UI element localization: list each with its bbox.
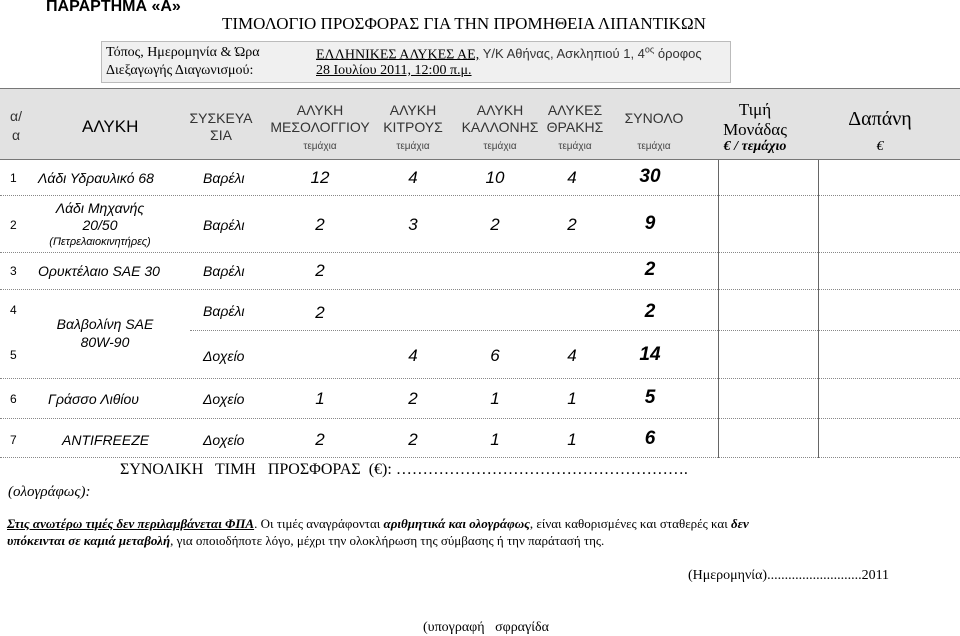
qty-mesologgi: 2 [315, 261, 325, 280]
packaging: Βαρέλι [203, 263, 245, 279]
header-kit-2: ΚΙΤΡΟΥΣ [383, 119, 443, 135]
header-cost: Δαπάνη [848, 108, 912, 130]
row-index: 7 [10, 433, 17, 447]
qty-total: 5 [644, 387, 656, 408]
product-name-grade: 80W-90 [80, 334, 130, 350]
header-top-rule [0, 88, 960, 89]
row-index: 3 [10, 264, 17, 278]
product-name: Λάδι Υδραυλικό 68 [38, 170, 154, 186]
qty-total: 30 [639, 166, 661, 187]
terms-paragraph [7, 515, 947, 549]
qty-kalloni: 1 [490, 430, 500, 449]
row-index: 5 [10, 348, 17, 362]
header-mesologgi [270, 102, 370, 136]
product-name: Γράσσο Λιθίου [48, 391, 139, 407]
terms-emph: δεν [731, 516, 749, 531]
header-kal-1: ΑΛΥΚΗ [476, 102, 524, 118]
qty-total: 2 [644, 259, 656, 280]
datetime: 28 Ιουλίου 2011, 12:00 π.μ. [316, 63, 472, 78]
qty-thraki: 2 [567, 215, 577, 234]
row-divider [0, 252, 960, 254]
qty-mesologgi: 2 [315, 303, 325, 322]
cost-col-divider [818, 160, 819, 458]
qty-thraki: 4 [567, 168, 577, 187]
header-pack-1: ΣΥΣΚΕΥΑ [189, 110, 253, 126]
header-alyki: ΑΛΥΚΗ [82, 117, 139, 136]
row-index: 1 [10, 171, 17, 185]
header-thr-1: ΑΛΥΚΕΣ [547, 102, 603, 118]
unit-kal: τεμάχια [483, 141, 517, 152]
qty-kitros: 4 [408, 346, 418, 365]
header-price-2: Μονάδας [723, 120, 787, 139]
unit-thr: τεμάχια [558, 141, 592, 152]
qty-kalloni: 6 [490, 346, 500, 365]
product-name: Βαλβολίνη SAE [56, 316, 154, 332]
company-name [316, 45, 702, 63]
header-mes-2: ΜΕΣΟΛΟΓΓΙΟΥ [270, 119, 370, 135]
product-name: Λάδι Μηχανής [55, 200, 145, 216]
packaging: Δοχείο [203, 432, 245, 448]
row-index: 6 [10, 392, 17, 406]
row-index: 2 [10, 218, 17, 232]
header-price-1: Τιμή [738, 100, 772, 119]
in-words-label: (ολογράφως): [8, 484, 91, 500]
header-pack [186, 110, 256, 144]
header-total: ΣΥΝΟΛΟ [624, 110, 684, 126]
product-name-note: (Πετρελαιοκινητήρες) [49, 236, 151, 248]
packaging: Βαρέλι [203, 170, 245, 186]
address-text [483, 46, 702, 61]
qty-thraki: 1 [567, 430, 577, 449]
floor-sup: ος [644, 45, 655, 55]
terms-text: . Οι τιμές αναγράφονται [254, 516, 384, 531]
floor-text: όροφος [654, 46, 702, 62]
header-aa-1: α/ [10, 108, 22, 124]
terms-text: , είναι καθορισμένες και σταθερές και [529, 516, 731, 531]
date-field: (Ημερομηνία)...........................2011 [688, 568, 890, 583]
conduct-label: Διεξαγωγής Διαγωνισμού: [106, 63, 254, 78]
qty-total: 14 [639, 344, 661, 365]
header-kalloni [460, 102, 540, 136]
total-offer-line: ΣΥΝΟΛΙΚΗ ΤΙΜΗ ΠΡΟΣΦΟΡΑΣ (€): ………………………………………………. [120, 461, 688, 478]
qty-kitros: 2 [408, 430, 418, 449]
row-divider [0, 289, 960, 291]
header-cost-unit: € [876, 139, 884, 154]
header-aa [6, 107, 26, 145]
header-mes-1: ΑΛΥΚΗ [296, 102, 344, 118]
qty-kalloni: 1 [490, 389, 500, 408]
row-divider [190, 330, 960, 332]
packaging: Δοχείο [203, 391, 245, 407]
row-divider [0, 195, 960, 197]
appendix-label: ΠΑΡΑΡΤΗΜΑ «Α» [46, 0, 181, 15]
terms-emph: υπόκεινται σε καμιά μεταβολή [7, 533, 171, 548]
qty-total: 2 [644, 301, 656, 322]
header-bottom-rule [0, 159, 960, 160]
row-divider [0, 378, 960, 380]
qty-total: 9 [644, 213, 656, 234]
qty-kitros: 2 [408, 389, 418, 408]
qty-total: 6 [644, 428, 656, 449]
qty-mesologgi: 1 [315, 389, 325, 408]
packaging: Βαρέλι [203, 303, 245, 319]
header-price-unit: € / τεμάχιο [723, 139, 787, 154]
company-text: ΕΛΛΗΝΙΚΕΣ ΑΛΥΚΕΣ ΑΕ, [316, 47, 480, 63]
row-divider [0, 418, 960, 420]
unit-mes: τεμάχια [303, 141, 337, 152]
page-title: ΤΙΜΟΛΟΓΙΟ ΠΡΟΣΦΟΡΑΣ ΓΙΑ ΤΗΝ ΠΡΟΜΗΘΕΙΑ ΛΙΠΑΝΤΙΚΩΝ [222, 14, 706, 33]
header-kit-1: ΑΛΥΚΗ [389, 102, 437, 118]
qty-kitros: 4 [408, 168, 418, 187]
header-aa-2: α [11, 127, 21, 143]
address-main: Υ/Κ Αθήνας, Ασκληπιού 1, 4 [482, 46, 645, 62]
terms-text: , για οποιοδήποτε λόγο, μέχρι την ολοκλήρωση της σύμβασης ή την παράτασή της. [170, 533, 605, 548]
unit-kit: τεμάχια [396, 141, 430, 152]
header-thr-2: ΘΡΑΚΗΣ [546, 119, 604, 135]
header-kitros [378, 102, 448, 136]
qty-kalloni: 10 [485, 168, 505, 187]
packaging: Δοχείο [203, 348, 245, 364]
qty-kitros: 3 [408, 215, 418, 234]
row-index: 4 [10, 303, 17, 317]
header-kal-2: ΚΑΛΛΟΝΗΣ [461, 119, 539, 135]
product-name-grade: 20/50 [82, 217, 118, 233]
qty-mesologgi: 2 [315, 430, 325, 449]
row-divider [0, 457, 960, 459]
price-col-divider [718, 160, 719, 458]
qty-kalloni: 2 [490, 215, 500, 234]
qty-mesologgi: 12 [310, 168, 330, 187]
product-name: Ορυκτέλαιο SAE 30 [38, 263, 160, 279]
header-price [700, 100, 810, 140]
product-name: ANTIFREEZE [62, 432, 150, 448]
qty-mesologgi: 2 [315, 215, 325, 234]
place-label: Τόπος, Ημερομηνία & Ώρα [106, 45, 260, 60]
packaging: Βαρέλι [203, 217, 245, 233]
vat-note: Στις ανωτέρω τιμές δεν περιλαμβάνεται ΦΠΑ [7, 516, 255, 531]
header-thraki [540, 102, 610, 136]
terms-emph: αριθμητικά και ολογράφως [383, 516, 530, 531]
header-pack-2: ΣΙΑ [210, 127, 232, 143]
qty-thraki: 1 [567, 389, 577, 408]
unit-total: τεμάχια [637, 141, 671, 152]
signature-field: (υπογραφή σφραγίδα [423, 620, 549, 635]
qty-thraki: 4 [567, 346, 577, 365]
